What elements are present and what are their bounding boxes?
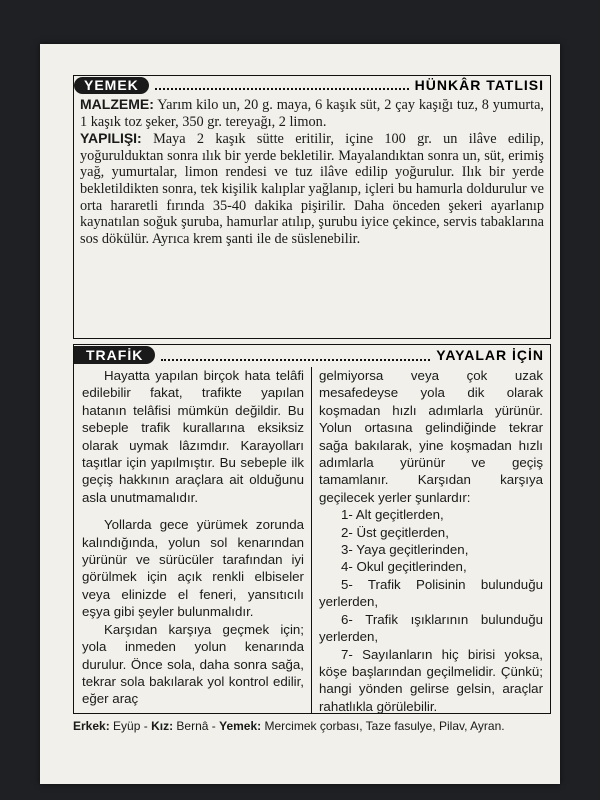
list-item: 6- Trafik ışıklarının bulunduğu yerlerden,: [319, 611, 543, 645]
dotted-leader: [161, 350, 430, 361]
list-item: 4- Okul geçitlerinden,: [341, 559, 467, 575]
traffic-title: YAYALAR İÇİN: [436, 347, 544, 363]
ingredients-text: Yarım kilo un, 20 g. maya, 6 kaşık süt, 2 çay kaşığı tuz, 8 yumurta, 1 kaşık toz şeker, 350 gr. tereyağı, 2 limon.: [80, 97, 544, 130]
traffic-header: [74, 345, 550, 365]
left-paragraph-1: Hayatta yapılan birçok hata telâfi edilebilir fakat, trafikte yapılan hatanın telâfisi mümkün değildir. Bu sebeple trafik kurallarına eksiksiz olarak uymak lâzımdır. Karayolları taşıtlar için yapılmıştır. Bu sebeple ilk geçiş hakkının araçlara ait olduğunu asla unutmamalıdır.: [82, 368, 304, 505]
recipe-body: [80, 96, 544, 247]
dish-title: HÜNKÂR TATLISI: [414, 77, 544, 93]
method-paragraph: [80, 130, 544, 247]
recipe-header: [74, 76, 550, 94]
ingredients-paragraph: [80, 96, 544, 130]
list-item: 1- Alt geçitlerden,: [341, 507, 444, 523]
female-name-label: Kız:: [151, 719, 174, 733]
traffic-section-tag: TRAFİK: [74, 346, 155, 364]
list-item: 5- Trafik Polisinin bulunduğu yerlerden,: [319, 576, 543, 610]
footer-line: [73, 719, 563, 733]
menu-value: Mercimek çorbası, Taze fasulye, Pilav, Ayran.: [264, 719, 505, 733]
male-name-label: Erkek:: [73, 719, 110, 733]
recipe-section-tag: YEMEK: [74, 77, 149, 94]
male-name-value: Eyüp: [113, 719, 141, 733]
method-label: YAPILIŞI:: [80, 130, 142, 147]
list-item: 2- Üst geçitlerden,: [341, 524, 449, 540]
right-intro: gelmiyorsa veya çok uzak mesafedeyse yola dik olarak koşmadan hızlı adımlarla yürünür. Yolun ortasına gelindiğinde tekrar sağa bakılarak, yine koşmadan hızlı adımlarla yürünür ve geçiş tamamlanır. Karşıdan karşıya geçilecek yerler şunlardır:: [319, 368, 543, 505]
calendar-page: [40, 44, 560, 784]
right-column: [319, 367, 543, 715]
separator: -: [208, 719, 220, 733]
left-paragraph-3: Karşıdan karşıya geçmek için; yola inmeden yolun kenarında durulur. Önce sola, daha sonra sağa, tekrar sola bakılarak yol kontrol edilir, eğer araç: [82, 621, 304, 707]
dotted-leader: [155, 80, 409, 90]
left-column: [82, 367, 304, 708]
traffic-box: [73, 344, 551, 714]
recipe-box: [73, 75, 551, 339]
left-paragraph-2: Yollarda gece yürümek zorunda kalındığında, yolun sol kenarından yürünür ve sürücüler tarafından iyi görülmek için açık renkli elbiseler veya elinizde el feneri, yansıtıcılı eşya gibi şeyler bulunmalıdır.: [82, 517, 304, 620]
column-divider: [311, 367, 312, 713]
ingredients-label: MALZEME:: [80, 96, 154, 112]
female-name-value: Bernâ: [176, 719, 209, 733]
list-item: 3- Yaya geçitlerinden,: [341, 542, 469, 558]
menu-label: Yemek:: [219, 719, 262, 733]
method-text: Maya 2 kaşık sütte eritilir, içine 100 gr. un ilâve edilip, yoğurulduktan sonra ılık bir yerde bekletilir. Mayalandıktan sonra un, süt, erimiş yağ, yumurtalar, limon rendesi ve tuz ilâve edilip yoğurulur. Ilık bir yerde bekletildikten sonra, tek kişilik kalıplar yağlanıp, içleri bu hamurla doldurulur ve orta hararetli fırında 35-40 dakika pişirilir. Daha önceden şekeri ayarlanıp kaynatılan soğuk şuruba, hamurlar atılıp, şurubu iyice çekince, servis tabaklarına sos dökülür. Ayrıca krem şanti ile de süslenebilir.: [80, 131, 544, 247]
list-item: 7- Sayılanların hiç birisi yoksa, köşe başlarından geçilmelidir. Çünkü; hangi yönden gelirse gelsin, araçlar rahatlıkla görülebilir.: [319, 646, 543, 714]
separator: -: [140, 719, 152, 733]
